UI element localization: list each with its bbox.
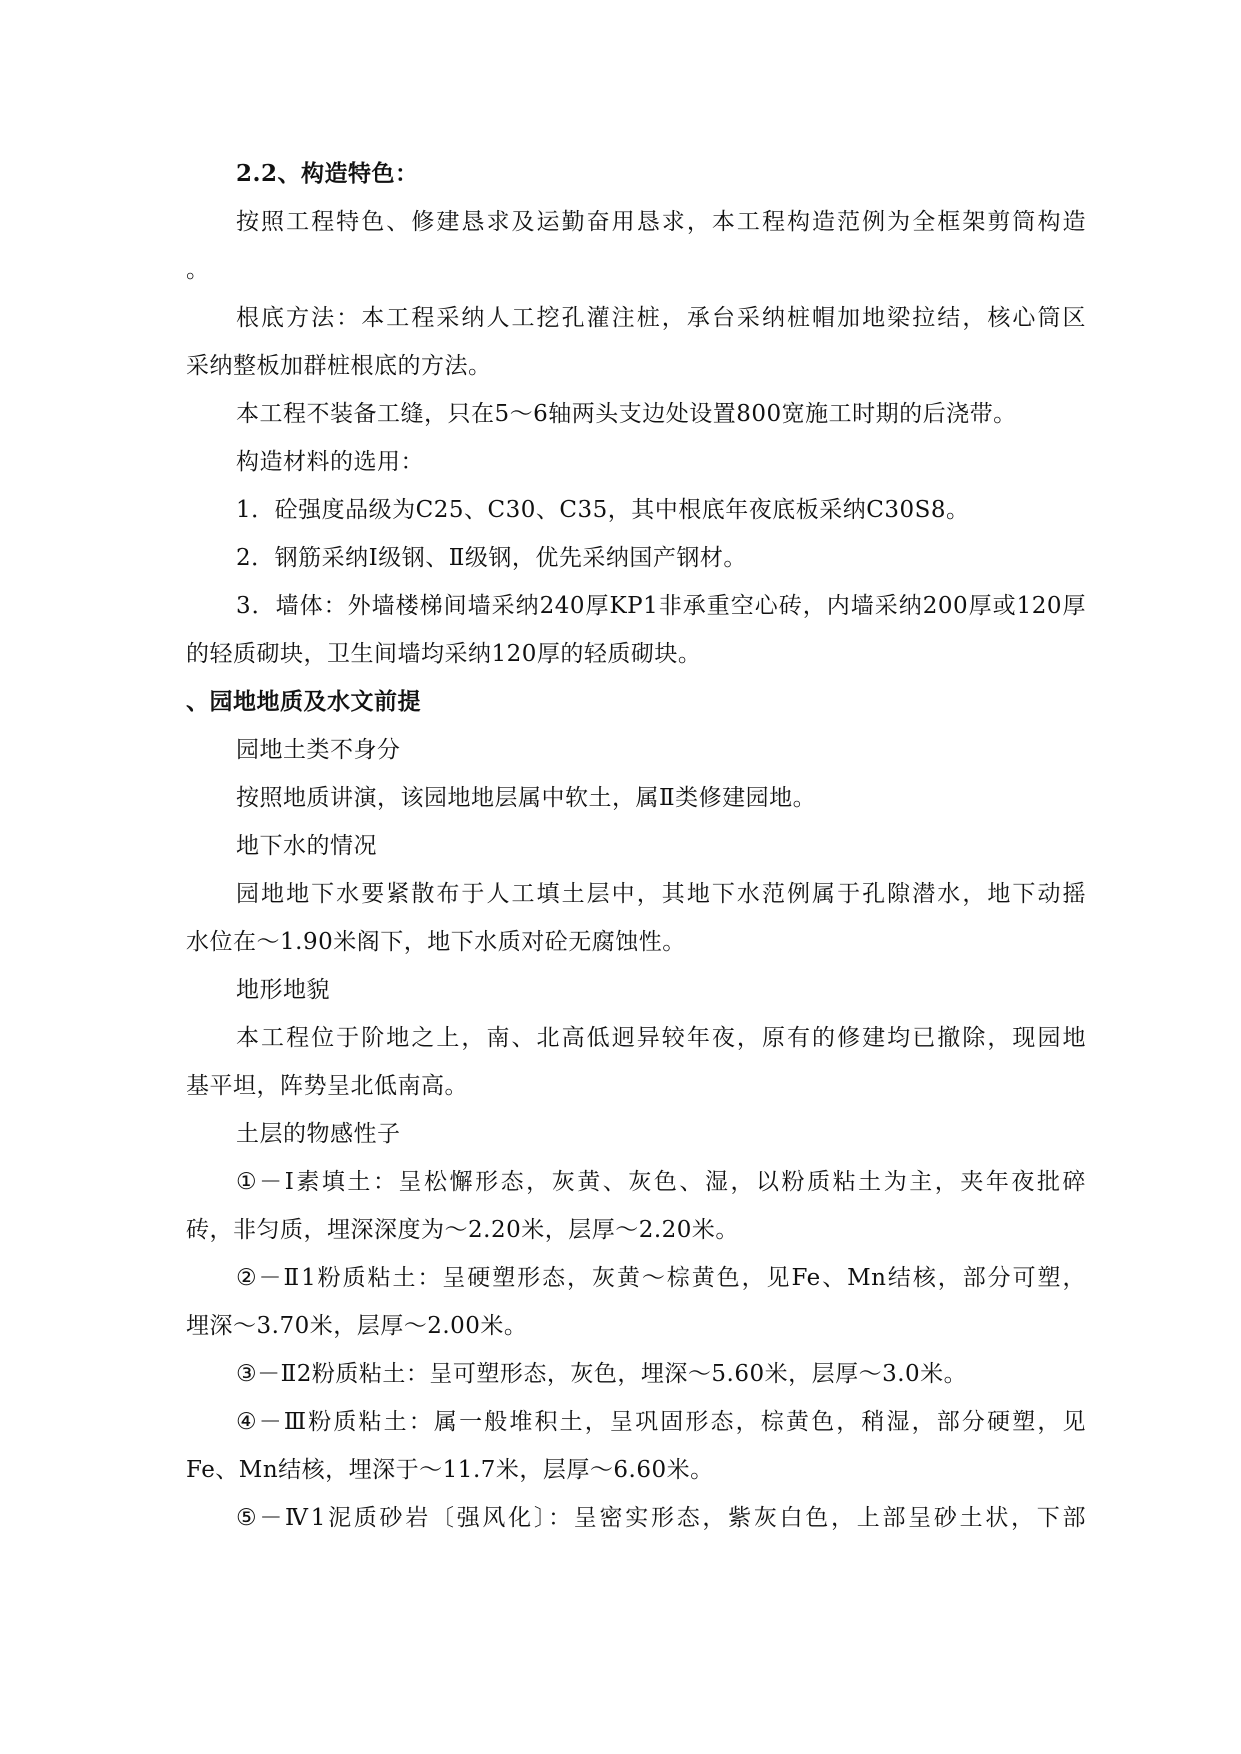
text-line: 土层的物感性子 — [236, 1121, 401, 1147]
text-line: 根底方法：本工程采纳人工挖孔灌注桩，承台采纳桩帽加地梁拉结，核心筒区 — [236, 305, 1086, 331]
text-line: ②－Ⅱ1粉质粘土：呈硬塑形态，灰黄～棕黄色，见Fe、Mn结核，部分可塑， — [236, 1265, 1086, 1291]
text-line: ①－Ⅰ素填土：呈松懈形态，灰黄、灰色、湿，以粉质粘土为主，夹年夜批碎 — [236, 1169, 1086, 1195]
section-heading: 2.2、构造特色： — [236, 160, 419, 187]
text-line: 水位在～1.90米阁下，地下水质对砼无腐蚀性。 — [186, 929, 686, 955]
text-line: 地下水的情况 — [236, 833, 377, 859]
text-line: 构造材料的选用： — [236, 449, 424, 475]
text-line: 1．砼强度品级为C25、C30、C35，其中根底年夜底板采纳C30S8。 — [236, 497, 970, 523]
text-line: 本工程不装备工缝，只在5～6轴两头支边处设置800宽施工时期的后浇带。 — [236, 401, 1017, 427]
text-line: 2．钢筋采纳Ⅰ级钢、Ⅱ级钢，优先采纳国产钢材。 — [236, 545, 747, 571]
text-line: ④－Ⅲ粉质粘土：属一般堆积土，呈巩固形态，棕黄色，稍湿，部分硬塑，见 — [236, 1409, 1086, 1435]
text-line: 本工程位于阶地之上，南、北高低迥异较年夜，原有的修建均已撤除，现园地 — [236, 1025, 1086, 1051]
document-page — [186, 150, 1086, 1542]
text-line: 基平坦，阵势呈北低南高。 — [186, 1073, 468, 1099]
text-line: 采纳整板加群桩根底的方法。 — [186, 353, 492, 379]
text-line: ③－Ⅱ2粉质粘土：呈可塑形态，灰色，埋深～5.60米，层厚～3.0米。 — [236, 1361, 968, 1387]
text-line: 园地土类不身分 — [236, 737, 401, 763]
text-line: ⑤－Ⅳ1泥质砂岩〔强风化〕：呈密实形态，紫灰白色，上部呈砂土状，下部 — [236, 1505, 1086, 1531]
text-line: Fe、Mn结核，埋深于～11.7米，层厚～6.60米。 — [186, 1457, 714, 1483]
text-line: 地形地貌 — [236, 977, 330, 1003]
text-line: 园地地下水要紧散布于人工填土层中，其地下水范例属于孔隙潜水，地下动摇 — [236, 881, 1086, 907]
text-line: 3．墙体：外墙楼梯间墙采纳240厚KP1非承重空心砖，内墙采纳200厚或120厚 — [236, 593, 1086, 619]
text-line: 砖，非匀质，埋深深度为～2.20米，层厚～2.20米。 — [186, 1217, 739, 1243]
text-line: 按照地质讲演，该园地地层属中软土，属Ⅱ类修建园地。 — [236, 785, 817, 811]
text-line: 的轻质砌块，卫生间墙均采纳120厚的轻质砌块。 — [186, 641, 702, 667]
section-heading: 、园地地质及水文前提 — [186, 688, 421, 715]
text-line: 按照工程特色、修建恳求及运勤奋用恳求，本工程构造范例为全框架剪筒构造 — [236, 209, 1086, 235]
text-line: 。 — [186, 257, 210, 283]
text-line: 埋深～3.70米，层厚～2.00米。 — [186, 1313, 528, 1339]
